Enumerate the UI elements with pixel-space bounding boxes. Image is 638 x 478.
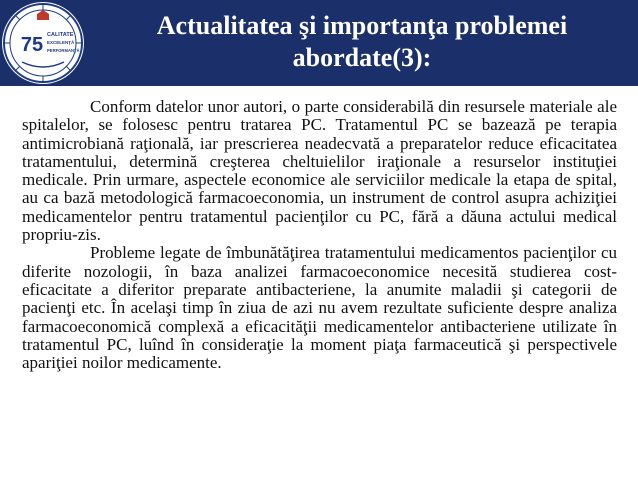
- paragraph-1: Conform datelor unor autori, o parte considerabilă din resursele materiale ale spitalelor, se folosesc pentru tratarea PC. Tratamentul PC se bazează pe terapia antimicrobiană raţională, iar prescrierea neadecvată a preparatelor reduce eficacitatea tratamentului, determină creşterea cheltuielilor iraţionale a resurselor instituţiei medicale. Prin urmare, aspectele economice ale serviciilor medicale la etapa de spital, au ca bază metodologică farmacoeconomia, un instrument de control asupra achiziţiei medicamentelor pentru tratamentul pacienţilor cu PC, fără a dăuna actului medical propriu-zis.: [22, 97, 617, 245]
- slide-title-line-2: abordate(3):: [292, 43, 432, 72]
- university-emblem-icon: [2, 2, 84, 84]
- university-logo: [2, 2, 84, 84]
- title-bar: [0, 0, 638, 86]
- logo-caption-2: EXCELENŢĂ: [47, 40, 75, 45]
- logo-caption-3: PERFORMANŢĂ: [47, 48, 80, 53]
- slide-title: [92, 10, 632, 74]
- logo-caption-1: CALITATE: [47, 32, 74, 38]
- paragraph-2: Probleme legate de îmbunătăţirea tratamentului medicamentos pacienţilor cu diferite nozologii, în baza analizei farmacoeconomice necesită studierea cost-eficacitate a diferitor preparate antibacteriene, la anumite maladii şi categorii de pacienţi etc. În acelaşi timp în ziua de azi nu avem rezultate suficiente despre analiza farmacoeconomică complexă a eficacităţii medicamentelor antibacteriene utilizate în tratamentul PC, luînd în consideraţie la moment piaţa farmaceutică şi perspectivele apariţiei noilor medicamente.: [22, 243, 617, 373]
- logo-number: 75: [20, 34, 44, 56]
- slide-body: [22, 98, 617, 372]
- slide-title-line-1: Actualitatea şi importanţa problemei: [156, 11, 568, 40]
